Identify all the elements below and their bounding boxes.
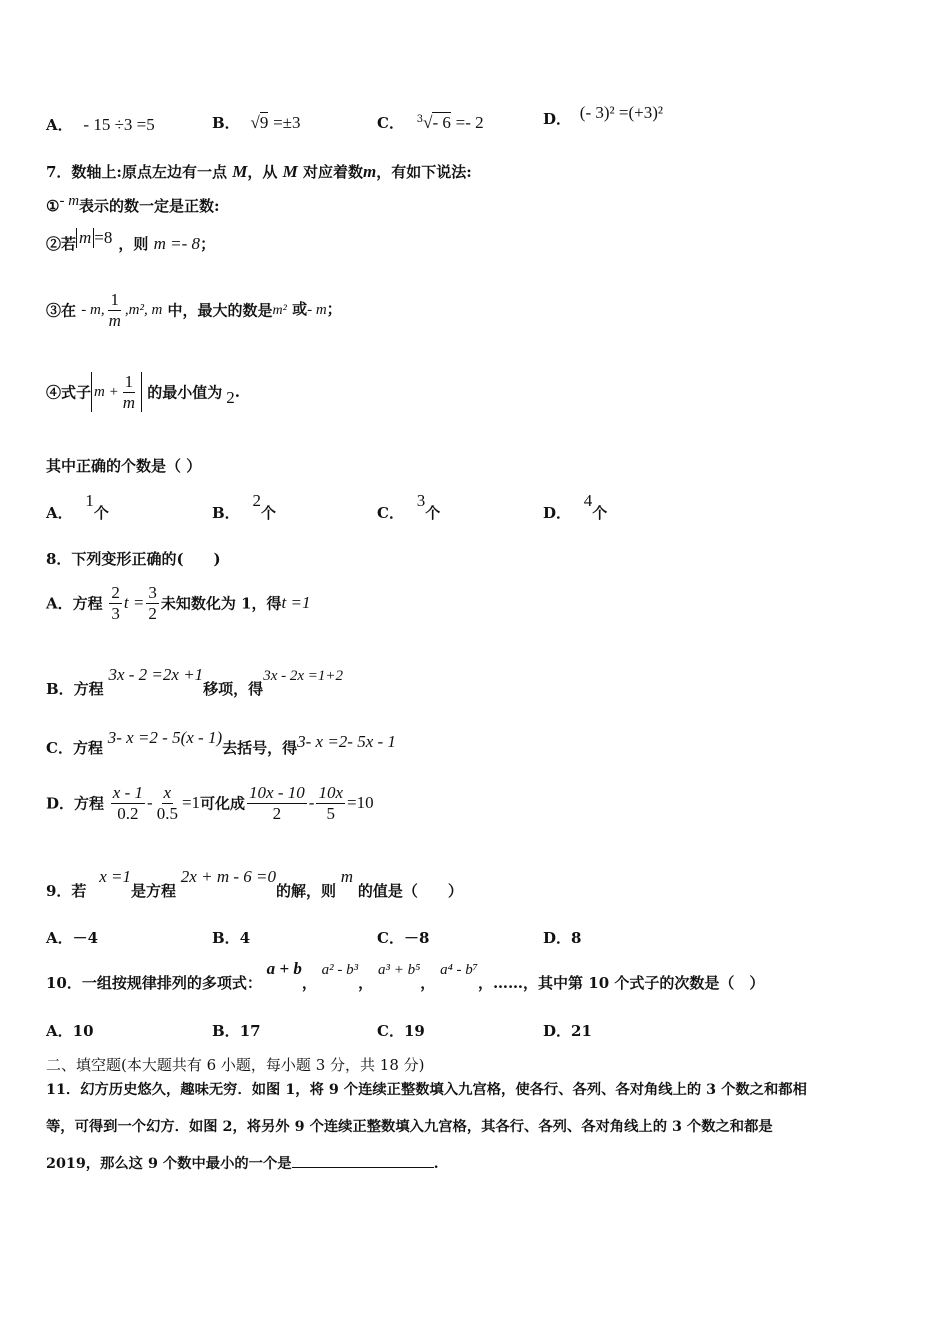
q10-option-b[interactable]: B．17 — [212, 1022, 261, 1040]
q7-option-a[interactable]: A． 1个 — [46, 491, 109, 522]
root-index: 3 — [416, 114, 424, 125]
answer-blank[interactable] — [292, 1153, 434, 1168]
option-label: C． — [377, 114, 404, 132]
q9-option-d[interactable]: D．8 — [543, 929, 582, 947]
q8-option-c[interactable]: C．方程 3- x =2 - 5(x - 1)去括号，得3- x =2- 5x - 1 — [46, 728, 396, 757]
option-label: B． — [212, 114, 240, 132]
q7-statement-2: ②若 m =8 ，则 m =- 8； — [46, 228, 216, 253]
option-expression-tail: =- 2 — [455, 113, 484, 132]
q8-option-d[interactable]: D．方程 $\frac{x - 1}{0.2}$ - $\frac{x}{0.5}$ =1可化成 $\frac{10x - 10}{2}$ - $\frac{10x}{5}$ =10 — [46, 783, 374, 823]
fraction: $\frac{x - 1}{0.2}$ — [112, 783, 144, 823]
fraction: $\frac{10x - 10}{2}$ — [249, 783, 305, 823]
q11-line-1: 11．幻方历史悠久，趣味无穷．如图 1，将 9 个连续正整数填入九宫格，使各行、各列、各对角线上的 3 个数之和都相 — [46, 1082, 807, 1098]
q9-option-c[interactable]: C．－8 — [377, 929, 430, 947]
option-label: D． — [543, 110, 572, 128]
q11-line-3: 2019，那么这 9 个数中最小的一个是 . — [46, 1153, 439, 1173]
q11-line-2: 等，可得到一个幻方．如图 2，将另外 9 个连续正整数填入九宫格，其各行、各列、各对角线上的 3 个数之和都是 — [46, 1119, 773, 1135]
fraction: $\frac{3}{2}$ — [148, 583, 157, 623]
q6-option-d[interactable] — [543, 103, 663, 129]
fraction: $\frac{x}{0.5}$ — [156, 783, 178, 823]
q6-option-a[interactable] — [46, 114, 155, 135]
q9-option-b[interactable]: B．4 — [212, 929, 251, 947]
q8-option-a[interactable]: A．方程 $\frac{2}{3}$ t = $\frac{3}{2}$ 未知数化为 1，得t =1 — [46, 583, 311, 623]
q7-question: 其中正确的个数是（ ） — [46, 457, 202, 475]
option-expression-tail: =±3 — [273, 113, 301, 132]
q8-stem: 8．下列变形正确的( ) — [46, 550, 221, 568]
radicand: - 6 — [432, 113, 451, 132]
fraction: $\frac{1}{m}$ — [122, 372, 136, 412]
fraction: $\frac{10x}{5}$ — [318, 783, 343, 823]
root-sign: √ — [423, 113, 433, 132]
q10-option-c[interactable]: C．19 — [377, 1022, 425, 1040]
section-title: 二、填空题(本大题共有 6 小题，每小题 3 分，共 18 分) — [46, 1056, 425, 1074]
fraction: $\frac{1}{m}$ — [108, 290, 121, 330]
q10-stem: 10．一组按规律排列的多项式： a + b， a² - b³， a³ + b⁵， a⁴ - b⁷，……，其中第 10 个式子的次数是（ ） — [46, 959, 765, 992]
sqrt-sign: √ — [250, 113, 260, 132]
option-expression: (- 3)² =(+3)² — [579, 103, 663, 122]
absolute-value: m + $\frac{1}{m}$ — [91, 372, 142, 412]
option-label: A． — [46, 116, 73, 134]
q6-option-b[interactable] — [212, 112, 301, 133]
q7-stem: 7．数轴上:原点左边有一点 M，从 M 对应着数m，有如下说法: — [46, 162, 472, 181]
q9-option-a[interactable]: A．－4 — [46, 929, 99, 947]
q9-stem: 9．若 x =1是方程 2x + m - 6 =0的解，则 m 的值是（ ） — [46, 867, 463, 900]
q7-statement-4: ④式子 m + $\frac{1}{m}$ 的最小值为 2. — [46, 372, 240, 412]
q7-statement-3: ③在 - m, $\frac{1}{m}$ ,m², m 中，最大的数是m² 或- m； — [46, 290, 342, 330]
q7-option-b[interactable]: B． 2个 — [212, 491, 276, 522]
q10-option-d[interactable]: D．21 — [543, 1022, 592, 1040]
q7-option-d[interactable]: D． 4个 — [543, 491, 608, 522]
q6-option-c[interactable] — [377, 112, 484, 133]
absolute-value: m — [76, 228, 94, 248]
q10-option-a[interactable]: A．10 — [46, 1022, 94, 1040]
q7-statement-1: ①- m表示的数一定是正数: — [46, 193, 220, 215]
q7-option-c[interactable]: C． 3个 — [377, 491, 441, 522]
option-expression: - 15 ÷3 =5 — [83, 115, 155, 134]
fraction: $\frac{2}{3}$ — [111, 583, 120, 623]
radicand: 9 — [259, 113, 269, 132]
q8-option-b[interactable]: B．方程 3x - 2 =2x +1移项，得3x - 2x =1+2 — [46, 665, 343, 698]
